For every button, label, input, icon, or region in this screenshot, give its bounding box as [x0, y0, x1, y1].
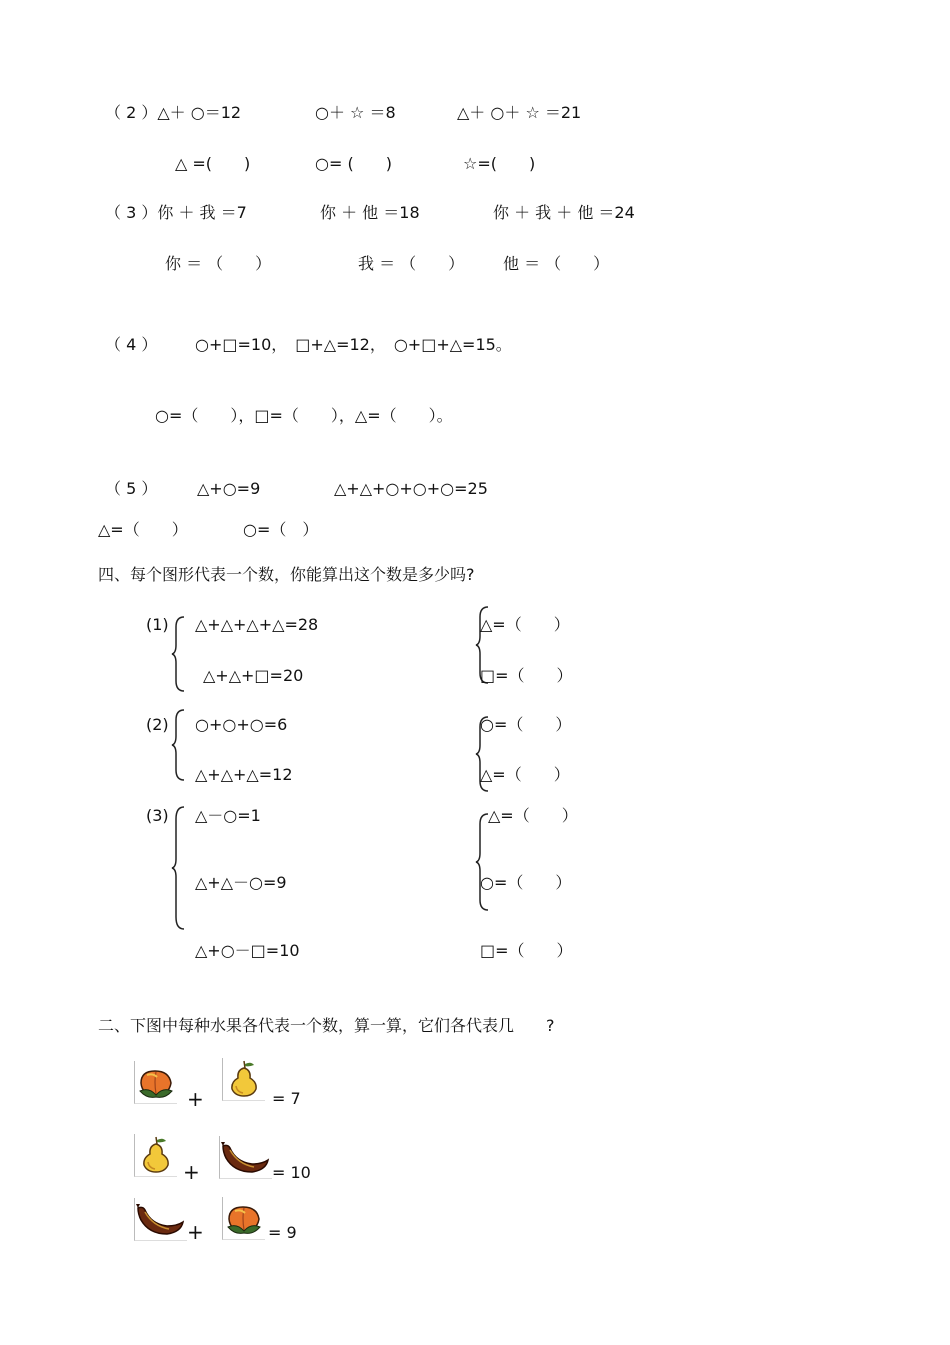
q2-brace [170, 708, 186, 782]
plus-sign: + [187, 1087, 204, 1111]
p3-eq2: 你 ＋ 他 ＝18 [320, 203, 420, 222]
pear-icon [134, 1134, 177, 1177]
p2-answer-star: ☆=( ) [463, 154, 536, 173]
p5-label: （ 5 ） [105, 479, 158, 498]
q1-eq1: △+△+△+△=28 [195, 615, 319, 634]
q2-answer-triangle: △=（ ） [480, 765, 570, 784]
q1-brace [170, 615, 186, 693]
p3-answer-me: 我 ＝ （ ） [358, 254, 465, 273]
result-1: = 7 [272, 1089, 301, 1108]
q1-answer-square: □=（ ） [480, 666, 573, 685]
p4-equations: ○+□=10， □+△=12， ○+□+△=15。 [195, 335, 512, 354]
plus-sign: + [183, 1160, 200, 1184]
q1-label: (1) [146, 615, 169, 634]
p5-answer-circle: ○=（ ） [243, 520, 319, 539]
q3-eq3: △+○－□=10 [195, 941, 300, 960]
q1-eq2: △+△+□=20 [203, 666, 304, 685]
p2-answer-circle: ○= ( ) [315, 154, 392, 173]
p3-eq1: （ 3 ）你 ＋ 我 ＝7 [105, 203, 247, 222]
banana-icon [134, 1198, 187, 1241]
p3-answer-him: 他 ＝ （ ） [503, 254, 610, 273]
q2-label: (2) [146, 715, 169, 734]
p2-eq1: （ 2 ）△＋ ○＝12 [105, 103, 242, 122]
p5-eq2: △+△+○+○+○=25 [334, 479, 488, 498]
q2-answer-circle: ○=（ ） [480, 715, 572, 734]
section2-heading: 二、下图中每种水果各代表一个数，算一算，它们各代表几 ? [98, 1016, 555, 1035]
p2-eq3: △＋ ○＋ ☆ ＝21 [457, 103, 582, 122]
q1-answer-triangle: △=（ ） [480, 615, 570, 634]
q3-label: (3) [146, 806, 169, 825]
p3-answer-you: 你 ＝ （ ） [165, 254, 272, 273]
section4-heading: 四、每个图形代表一个数，你能算出这个数是多少吗? [98, 565, 475, 584]
pear-icon [222, 1058, 265, 1101]
q3-eq2: △+△－○=9 [195, 873, 287, 892]
q3-answer-triangle: △=（ ） [488, 806, 578, 825]
p4-label: （ 4 ） [105, 335, 158, 354]
q3-answer-circle: ○=（ ） [480, 873, 572, 892]
q3-eq1: △－○=1 [195, 806, 261, 825]
q2-eq2: △+△+△=12 [195, 765, 293, 784]
p2-answer-triangle: △ =( ) [175, 154, 251, 173]
peach-icon [222, 1197, 265, 1240]
banana-icon [219, 1136, 272, 1179]
p2-eq2: ○＋ ☆ ＝8 [315, 103, 396, 122]
q3-answer-square: □=（ ） [480, 941, 573, 960]
peach-icon [134, 1061, 177, 1104]
p5-eq1: △+○=9 [197, 479, 261, 498]
q2-eq1: ○+○+○=6 [195, 715, 288, 734]
plus-sign: + [187, 1220, 204, 1244]
p4-answers: ○=（ ），□=（ ），△=（ ）。 [155, 406, 453, 425]
result-2: = 10 [272, 1163, 311, 1182]
result-3: = 9 [268, 1223, 297, 1242]
p3-eq3: 你 ＋ 我 ＋ 他 ＝24 [493, 203, 635, 222]
q3-brace [170, 805, 186, 931]
q3-answer-brace [474, 812, 490, 912]
p5-answer-triangle: △=（ ） [98, 520, 188, 539]
